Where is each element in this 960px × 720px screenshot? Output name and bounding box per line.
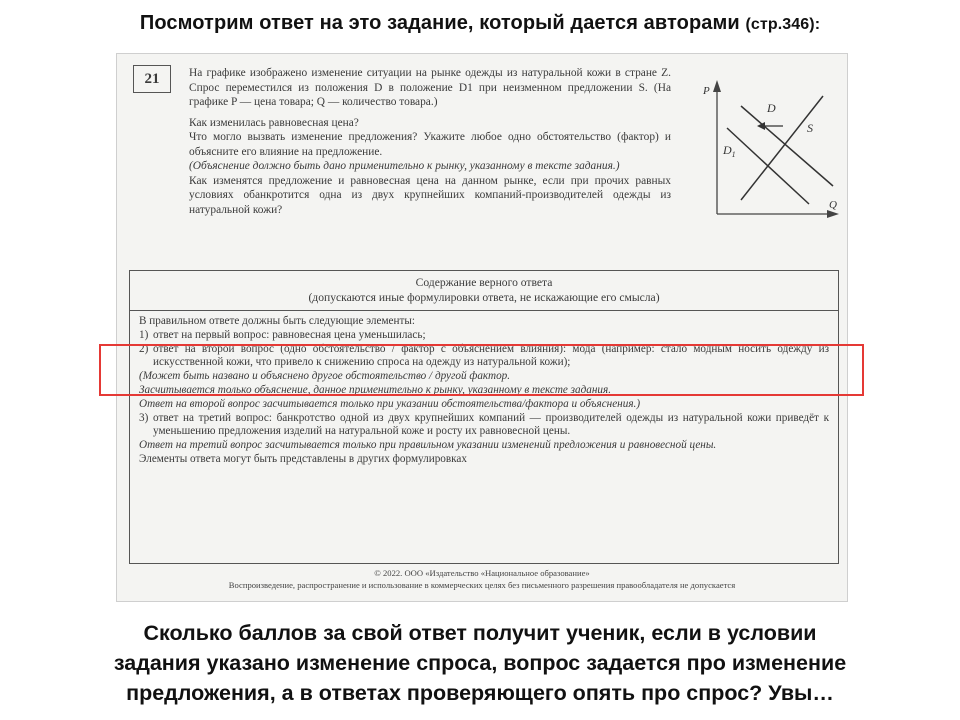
copyright-footer (117, 567, 847, 591)
task-text (189, 66, 671, 217)
axis-label-p: P (703, 85, 710, 97)
answer-header-subtitle: (допускаются иные формулировки ответа, не искажающие его смысла) (308, 291, 660, 304)
answer-note-1: (Может быть названо и объяснено другое обстоятельство / другой фактор. (139, 370, 511, 383)
x-axis-arrow (827, 210, 839, 218)
label-s: S (807, 121, 813, 135)
task-paragraph-2: Как изменилась равновесная цена? (189, 116, 359, 129)
answer-header (130, 271, 838, 311)
answer-note-2: Засчитывается только объяснение, данное применительно к рынку, указанному в тексте задания. (139, 383, 612, 396)
answer-note-4: Ответ на третий вопрос засчитывается только при правильном указании изменений предложения и равновесной цены. (139, 439, 717, 452)
slide-title: Посмотрим ответ на это задание, который дается авторами (стр.346): (139, 12, 821, 34)
answer-intro: В правильном ответе должны быть следующие элементы: (139, 315, 415, 327)
task-paragraph-1: На графике изображено изменение ситуации на рынке одежды из натуральной кожи в стране Z. Спрос переместился из положения D в положение D1 при неизменном предложении S. (На графике P — цена товара; Q — количество товара.) (189, 67, 671, 108)
highlight-frame (99, 344, 864, 396)
footer-line-2: Воспроизведение, распространение и использование в коммерческих целях без письменного разрешения правообладателя не допускается (228, 580, 736, 590)
question-line-1: Сколько баллов за свой ответ получит ученик, если в условии (143, 621, 817, 645)
task-paragraph-3: Что могло вызвать изменение предложения? Укажите любое одно обстоятельство (фактор) и объясните его влияние на предложение. (189, 131, 671, 158)
answer-header-title: Содержание верного ответа (415, 276, 553, 289)
footer-line-1: © 2022. ООО «Издательство «Национальное образование» (374, 568, 590, 578)
question-line-2: задания указано изменение спроса, вопрос задается про изменение (113, 651, 847, 675)
answer-note-3: Ответ на второй вопрос засчитывается только при указании обстоятельства/фактора и объяснения.) (139, 397, 641, 410)
page-reference: (стр.346): (745, 16, 821, 33)
demand-line-d (741, 106, 833, 186)
answer-item-1: 1) ответ на первый вопрос: равновесная цена уменьшилась; (139, 328, 426, 341)
task-paragraph-5: Как изменятся предложение и равновесная цена на данном рынке, если при прочих равных условиях обанкротится одна из двух крупнейших компаний-производителей одежды из натуральной кожи? (189, 174, 671, 216)
question-line-3: предложения, а в ответах проверяющего опять про спрос? Увы… (126, 681, 834, 705)
label-d: D (767, 101, 776, 115)
supply-line-s (741, 96, 823, 200)
task-number: 21 (133, 65, 171, 93)
axis-label-q: Q (829, 199, 837, 211)
answer-closing: Элементы ответа могут быть представлены в других формулировках (139, 452, 467, 465)
answer-item-2: 2) ответ на второй вопрос (одно обстоятельство / фактор с объяснением влияния): мода (например: стало модным носить одежду из искусственной кожи, что привело к снижению спроса на одежду из натуральной кожи); (139, 342, 829, 369)
slide-question (0, 618, 960, 708)
answer-item-3: 3) ответ на третий вопрос: банкротство одной из двух крупнейших компаний — производителей одежды из натуральной кожи приведёт к уменьшению предложения изделий на натуральной коже и росту их равновесной цены. (139, 411, 829, 438)
label-d1: $D_1$ (723, 143, 736, 159)
answer-criteria-box (129, 270, 839, 564)
scanned-page (116, 53, 848, 602)
supply-demand-graph (697, 68, 843, 218)
task-paragraph-4: (Объяснение должно быть данo применительно к рынку, указанному в тексте задания.) (189, 160, 620, 172)
y-axis-arrow (713, 80, 721, 92)
